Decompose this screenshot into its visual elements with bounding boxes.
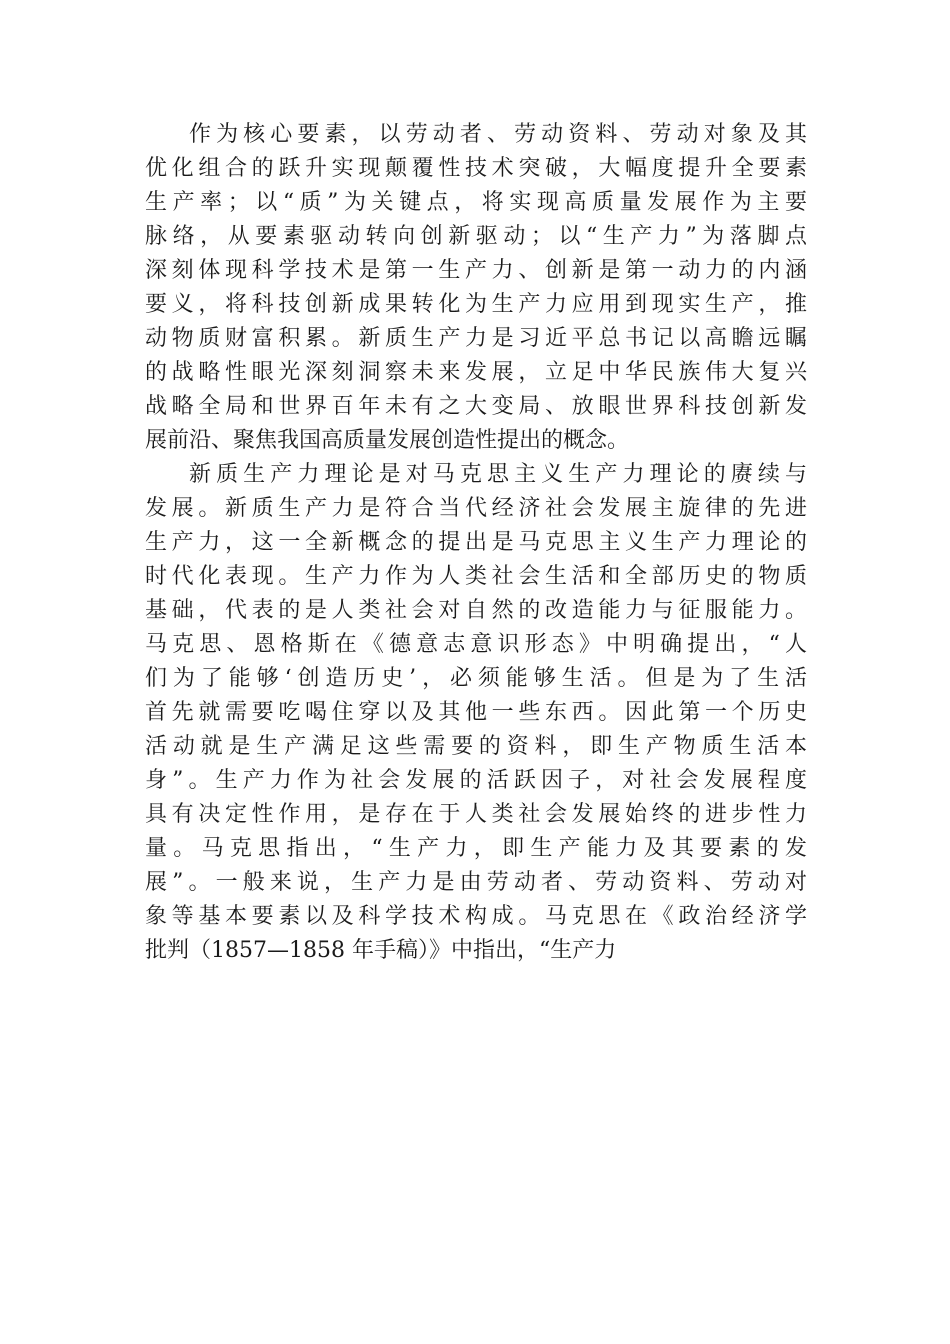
text-line: 批判（1857—1858 年手稿）》中指出，“生产力 bbox=[145, 938, 617, 963]
text-line: 战略全局和世界百年未有之大变局、放眼世界科技创新发 bbox=[145, 394, 807, 419]
text-line: 脉络，从要素驱动转向创新驱动；以“生产力”为落脚点 bbox=[145, 224, 807, 249]
text-line: 活动就是生产满足这些需要的资料，即生产物质生活本 bbox=[145, 734, 807, 759]
text-line: 量。马克思指出，“生产力，即生产能力及其要素的发 bbox=[145, 836, 807, 861]
text-line: 要义，将科技创新成果转化为生产力应用到现实生产，推 bbox=[145, 292, 807, 317]
text-line: 具有决定性作用，是存在于人类社会发展始终的进步性力 bbox=[145, 802, 807, 827]
text-line: 生产力，这一全新概念的提出是马克思主义生产力理论的 bbox=[145, 530, 807, 555]
text-line: 新质生产力理论是对马克思主义生产力理论的赓续与 bbox=[189, 462, 807, 487]
text-line: 马克思、恩格斯在《德意志意识形态》中明确提出，“人 bbox=[145, 632, 807, 657]
text-line: 的战略性眼光深刻洞察未来发展，立足中华民族伟大复兴 bbox=[145, 360, 807, 385]
text-line: 发展。新质生产力是符合当代经济社会发展主旋律的先进 bbox=[145, 496, 807, 521]
paragraph-1 bbox=[145, 118, 807, 458]
document-body bbox=[145, 118, 807, 968]
text-line: 动物质财富积累。新质生产力是习近平总书记以高瞻远瞩 bbox=[145, 326, 807, 351]
text-line: 身”。生产力作为社会发展的活跃因子，对社会发展程度 bbox=[145, 768, 807, 793]
paragraph-2 bbox=[145, 458, 807, 968]
text-line: 们为了能够‘创造历史’，必须能够生活。但是为了生活 bbox=[145, 666, 807, 691]
text-line: 优化组合的跃升实现颠覆性技术突破，大幅度提升全要素 bbox=[145, 156, 807, 181]
text-line: 基础，代表的是人类社会对自然的改造能力与征服能力。 bbox=[145, 598, 807, 623]
text-line: 展前沿、聚焦我国高质量发展创造性提出的概念。 bbox=[145, 428, 630, 453]
text-line: 象等基本要素以及科学技术构成。马克思在《政治经济学 bbox=[145, 904, 807, 929]
text-line: 时代化表现。生产力作为人类社会生活和全部历史的物质 bbox=[145, 564, 807, 589]
text-line: 深刻体现科学技术是第一生产力、创新是第一动力的内涵 bbox=[145, 258, 807, 283]
text-line: 作为核心要素，以劳动者、劳动资料、劳动对象及其 bbox=[189, 122, 807, 147]
text-line: 首先就需要吃喝住穿以及其他一些东西。因此第一个历史 bbox=[145, 700, 807, 725]
text-line: 生产率；以“质”为关键点，将实现高质量发展作为主要 bbox=[145, 190, 807, 215]
text-line: 展”。一般来说，生产力是由劳动者、劳动资料、劳动对 bbox=[145, 870, 807, 895]
